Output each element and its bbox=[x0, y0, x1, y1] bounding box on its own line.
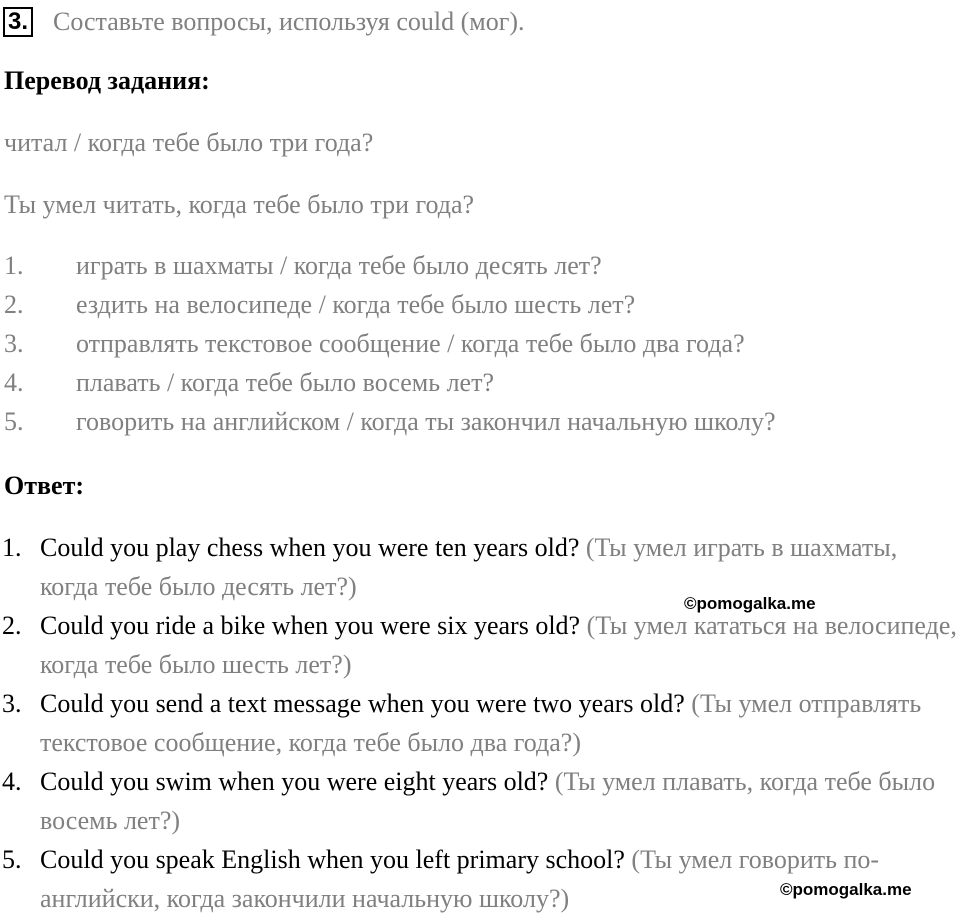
answer-russian: (Ты умел кататься на велосипеде, когда тебе было шесть лет?) bbox=[40, 611, 957, 679]
list-item bbox=[4, 290, 776, 329]
answer-item bbox=[0, 684, 960, 762]
translation-list bbox=[4, 251, 776, 446]
list-item-text: говорить на английском / когда ты закончил начальную школу? bbox=[76, 407, 776, 436]
list-item-number: 1. bbox=[4, 251, 24, 280]
answer-russian: (Ты умел отправлять текстовое сообщение, когда тебе было два года?) bbox=[40, 689, 922, 757]
answer-english: Could you play chess when you were ten years old? bbox=[40, 533, 580, 562]
answer-item-body bbox=[40, 528, 960, 606]
list-item-number: 3. bbox=[4, 329, 24, 358]
list-item bbox=[4, 329, 776, 368]
list-item-text: ездить на велосипеде / когда тебе было шесть лет? bbox=[76, 290, 636, 319]
answer-russian: (Ты умел плавать, когда тебе было восемь лет?) bbox=[40, 767, 936, 835]
answer-item bbox=[0, 606, 960, 684]
example-prompt: читал / когда тебе было три года? bbox=[4, 128, 374, 157]
answer-item-body bbox=[40, 684, 960, 762]
list-item-text: плавать / когда тебе было восемь лет? bbox=[76, 368, 494, 397]
answer-item-number: 2. bbox=[2, 611, 22, 640]
task-number-box: 3. bbox=[3, 7, 33, 37]
answer-english: Could you ride a bike when you were six years old? bbox=[40, 611, 581, 640]
answer-russian: (Ты умел говорить по-английски, когда закончили начальную школу?) bbox=[40, 845, 880, 913]
list-item-text: играть в шахматы / когда тебе было десять лет? bbox=[76, 251, 602, 280]
list-item-number: 5. bbox=[4, 407, 24, 436]
answer-english: Could you send a text message when you were two years old? bbox=[40, 689, 685, 718]
answer-item-number: 5. bbox=[2, 845, 22, 874]
answer-item bbox=[0, 840, 960, 918]
list-item-number: 2. bbox=[4, 290, 24, 319]
list-item bbox=[4, 407, 776, 446]
watermark: ©pomogalka.me bbox=[684, 594, 816, 613]
answer-item bbox=[0, 528, 960, 606]
answer-heading: Ответ: bbox=[4, 471, 85, 500]
translation-heading: Перевод задания: bbox=[4, 66, 210, 95]
task-header bbox=[3, 4, 525, 40]
answer-item-body bbox=[40, 762, 960, 840]
answer-english: Could you swim when you were eight years old? bbox=[40, 767, 549, 796]
task-instruction: Составьте вопросы, используя could (мог). bbox=[53, 7, 525, 36]
answer-item-number: 1. bbox=[2, 533, 22, 562]
list-item bbox=[4, 251, 776, 290]
answer-list bbox=[0, 528, 960, 918]
answer-item-body bbox=[40, 840, 960, 918]
list-item bbox=[4, 368, 776, 407]
answer-item-number: 4. bbox=[2, 767, 22, 796]
answer-item-number: 3. bbox=[2, 689, 22, 718]
example-answer: Ты умел читать, когда тебе было три года? bbox=[4, 190, 475, 219]
answer-russian: (Ты умел играть в шахматы, когда тебе было десять лет?) bbox=[40, 533, 898, 601]
watermark: ©pomogalka.me bbox=[780, 880, 912, 899]
list-item-text: отправлять текстовое сообщение / когда тебе было два года? bbox=[76, 329, 745, 358]
answer-item-body bbox=[40, 606, 960, 684]
answer-item bbox=[0, 762, 960, 840]
list-item-number: 4. bbox=[4, 368, 24, 397]
answer-english: Could you speak English when you left primary school? bbox=[40, 845, 625, 874]
